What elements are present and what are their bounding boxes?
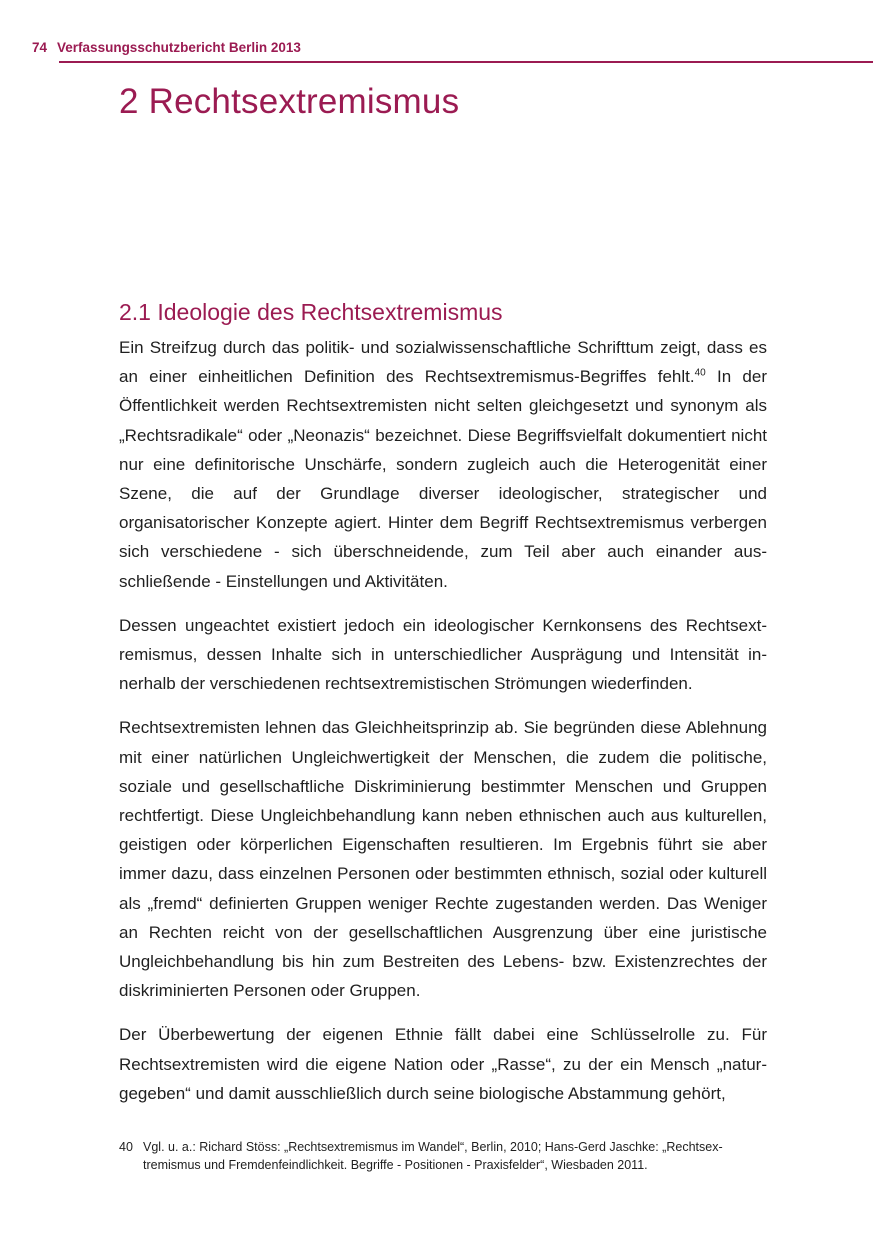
paragraph-1-text-a: Ein Streifzug durch das politik- und sozialwissenschaftliche Schrifttum zeigt, dass es an einer einheitlichen Definition des Rechtsextremismus-Begriffes fehlt. — [119, 338, 767, 387]
footnote-text: Vgl. u. a.: Richard Stöss: „Rechtsextremismus im Wandel“, Berlin, 2010; Hans-Gerd Jaschke: „Rechtsextremismus und Fremdenfeindlichkeit. Begriffe - Positionen - Praxisfelder“, Wiesbaden 2011. — [143, 1140, 723, 1172]
header-rule — [59, 61, 873, 63]
paragraph-1-text-b: In der Öffentlichkeit werden Rechtsextremisten nicht selten gleichgesetzt und synonym als „Rechtsradikale“ oder „Neonazis“ bezeichnet. Diese Begriffsvielfalt dokumentiert nicht nur eine definitorische Unschärfe, sondern zugleich auch die Heterogenität einer Szene, die auf der Grundlage diverser ideologischer, strategischer und organisatorischer Konzepte agiert. Hinter dem Begriff Rechtsextremismus verbergen sich verschiedene - sich überschneidende, zum Teil aber auch einander ausschließende - Einstellungen und Aktivitäten. — [119, 367, 767, 591]
paragraph-1 — [119, 333, 767, 596]
page-number: 74 — [32, 40, 48, 55]
section-title: 2.1 Ideologie des Rechtsextremismus — [119, 299, 503, 325]
publication-title: Verfassungsschutzbericht Berlin 2013 — [57, 40, 301, 55]
paragraph-2: Dessen ungeachtet existiert jedoch ein ideologischer Kernkonsens des Rechtsextremismus, dessen Inhalte sich in unterschiedlicher Ausprägung und Intensität innerhalb der verschiedenen rechtsextremistischen Strömungen wiederfinden. — [119, 615, 767, 694]
running-header — [32, 40, 301, 55]
chapter-title: 2 Rechtsextremismus — [119, 82, 460, 121]
footnote-reference[interactable]: 40 — [694, 367, 706, 379]
paragraph-3: Rechtsextremisten lehnen das Gleichheitsprinzip ab. Sie begründen diese Ablehnung mit einer natürlichen Ungleichwertigkeit der Menschen, die zudem die politische, soziale und gesellschaftliche Diskriminierung bestimmter Menschen und Gruppen rechtfertigt. Diese Ungleichbehandlung kann neben ethnischen auch aus kulturellen, geistigen oder körperlichen Eigenschaften resultieren. Im Ergebnis führt sie aber immer dazu, dass einzelnen Personen oder bestimmten ethnisch, sozial oder kulturell als „fremd“ definierten Gruppen weniger Rechte zugestanden werden. Das Weniger an Rechten reicht von der gesellschaftlichen Ausgrenzung über eine juristische Ungleichbehandlung bis hin zum Bestreiten des Lebens- bzw. Existenzrechtes der diskriminierten Personen oder Gruppen. — [119, 718, 767, 1001]
footnote-number: 40 — [119, 1140, 133, 1154]
footnote — [119, 1138, 767, 1174]
paragraph-4: Der Überbewertung der eigenen Ethnie fällt dabei eine Schlüsselrolle zu. Für Rechtsextremisten wird die eigene Nation oder „Rasse“, zu der ein Mensch „naturgegeben“ und damit ausschließlich durch seine biologische Abstammung gehört, — [119, 1025, 767, 1103]
body-text — [119, 333, 767, 1123]
